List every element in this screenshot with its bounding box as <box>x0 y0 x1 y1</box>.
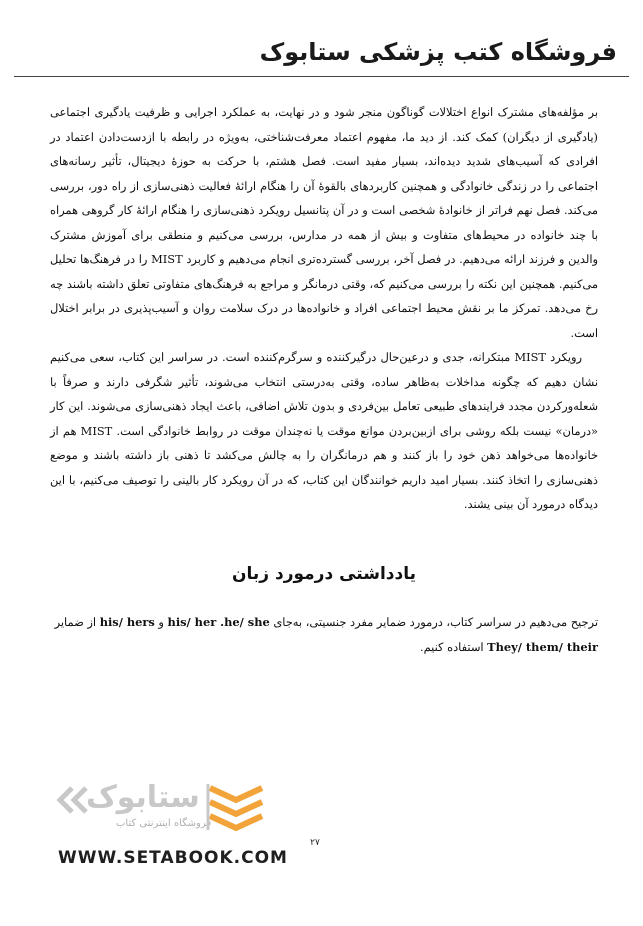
section-heading: یادداشتی درمورد زبان <box>231 564 416 584</box>
note-text-and: و <box>154 615 168 629</box>
note-term-c: They/ them/ their <box>487 639 598 654</box>
page-number: ۲۷ <box>310 838 320 848</box>
site-url: WWW.SETABOOK.COM <box>58 848 288 868</box>
logo-wordmark: ستابوک <box>86 780 200 815</box>
note-text-after: استفاده کنیم. <box>419 639 488 654</box>
page-header-title: فروشگاه کتب پزشکی ستابوک <box>259 38 617 66</box>
paragraph-2: رویکرد MIST مبتکرانه، جدی و درعین‌حال درگیرکننده و سرگرم‌کننده است. در سراسر این کتاب، سعی می‌کنیم نشان دهیم که چگونه مداخلات به‌ظاهر ساده، وقتی به‌درستی انتخاب می‌شوند، تأثیر شگرفی دارند و صرفاً با شعله‌ورکردن مجدد فرایندهای طبیعی تعامل بین‌فردی و بدون تلاش اضافی، باعث ایجاد ذهنی‌سازی می‌شوند. این کار «درمان» نیست بلکه روشی برای ازبین‌بردن موانع موقت یا نه‌چندان موقت در روابط خانوادگی است. MIST هم از خانواده‌ها می‌خواهد ذهن خود را باز کنند و هم درمانگران را به چالش می‌کشد تا ذهنی باز داشته باشند و موضع ذهنی‌سازی را اتخاذ کنند. بسیار امید داریم خوانندگان این کتاب، که در آن رویکرد کار بالینی را توصیف می‌کنیم، با این دیدگاه درمورد آن بینی یشند. <box>50 350 598 511</box>
setabook-logo <box>56 780 286 840</box>
note-text-before: ترجیح می‌دهیم در سراسر کتاب، درمورد ضمایر مفرد جنسیتی، به‌جای <box>269 615 598 629</box>
main-body <box>50 100 598 517</box>
book-stack-icon <box>206 780 266 832</box>
note-text-mid: از ضمایر <box>54 615 100 629</box>
note-term-b: his/ hers <box>99 615 155 629</box>
language-note <box>50 610 598 659</box>
header-divider <box>14 76 629 77</box>
logo-subtitle: فروشگاه اینترنتی کتاب <box>116 818 212 829</box>
note-term-a: his/ her .he/ she <box>167 615 270 629</box>
paragraph-1: بر مؤلفه‌های مشترک انواع اختلالات گوناگون منجر شود و در نهایت، به عملکرد اجرایی و ظرفیت یادگیری اجتماعی (یادگیری از دیگران) کمک کند. از دید ما، مفهوم اعتماد معرفت‌شناختی، به‌ویژه در رابطه با ازدست‌دادن اعتماد در افرادی که آسیب‌های شدید دیده‌اند، بسیار مفید است. فصل هشتم، با حرکت به حوزهٔ دیجیتال، تأثیر رسانه‌های اجتماعی را در زندگی خانوادگی و همچنین کاربردهای بالقوهٔ آن را هنگام ارائهٔ فعالیت ذهنی‌سازی از راه دور، بررسی می‌کند. فصل نهم فراتر از خانوادهٔ شخصی است و در آن پتانسیل رویکرد ذهنی‌سازی را هنگام ارائهٔ کار گروهی همراه با چند خانواده در محیط‌های متفاوت و بیش از همه در مدارس، بررسی می‌کنیم و منطقی برای آموزش مشترک والدین و فرزند ارائه می‌دهیم. در فصل آخر، بررسی گسترده‌تری انجام می‌دهیم و کاربرد MIST را در فرهنگ‌ها تحلیل می‌کنیم. همچنین این نکته را بررسی می‌کنیم که، وقتی درمانگر و مراجع به فرهنگ‌های متفاوتی تعلق داشته باشند چه رخ می‌دهد. تمرکز ما بر نقش محیط اجتماعی افراد و خانواده‌ها در درک سلامت روان و آسیب‌پذیری در برابر اختلال است. <box>50 105 598 340</box>
